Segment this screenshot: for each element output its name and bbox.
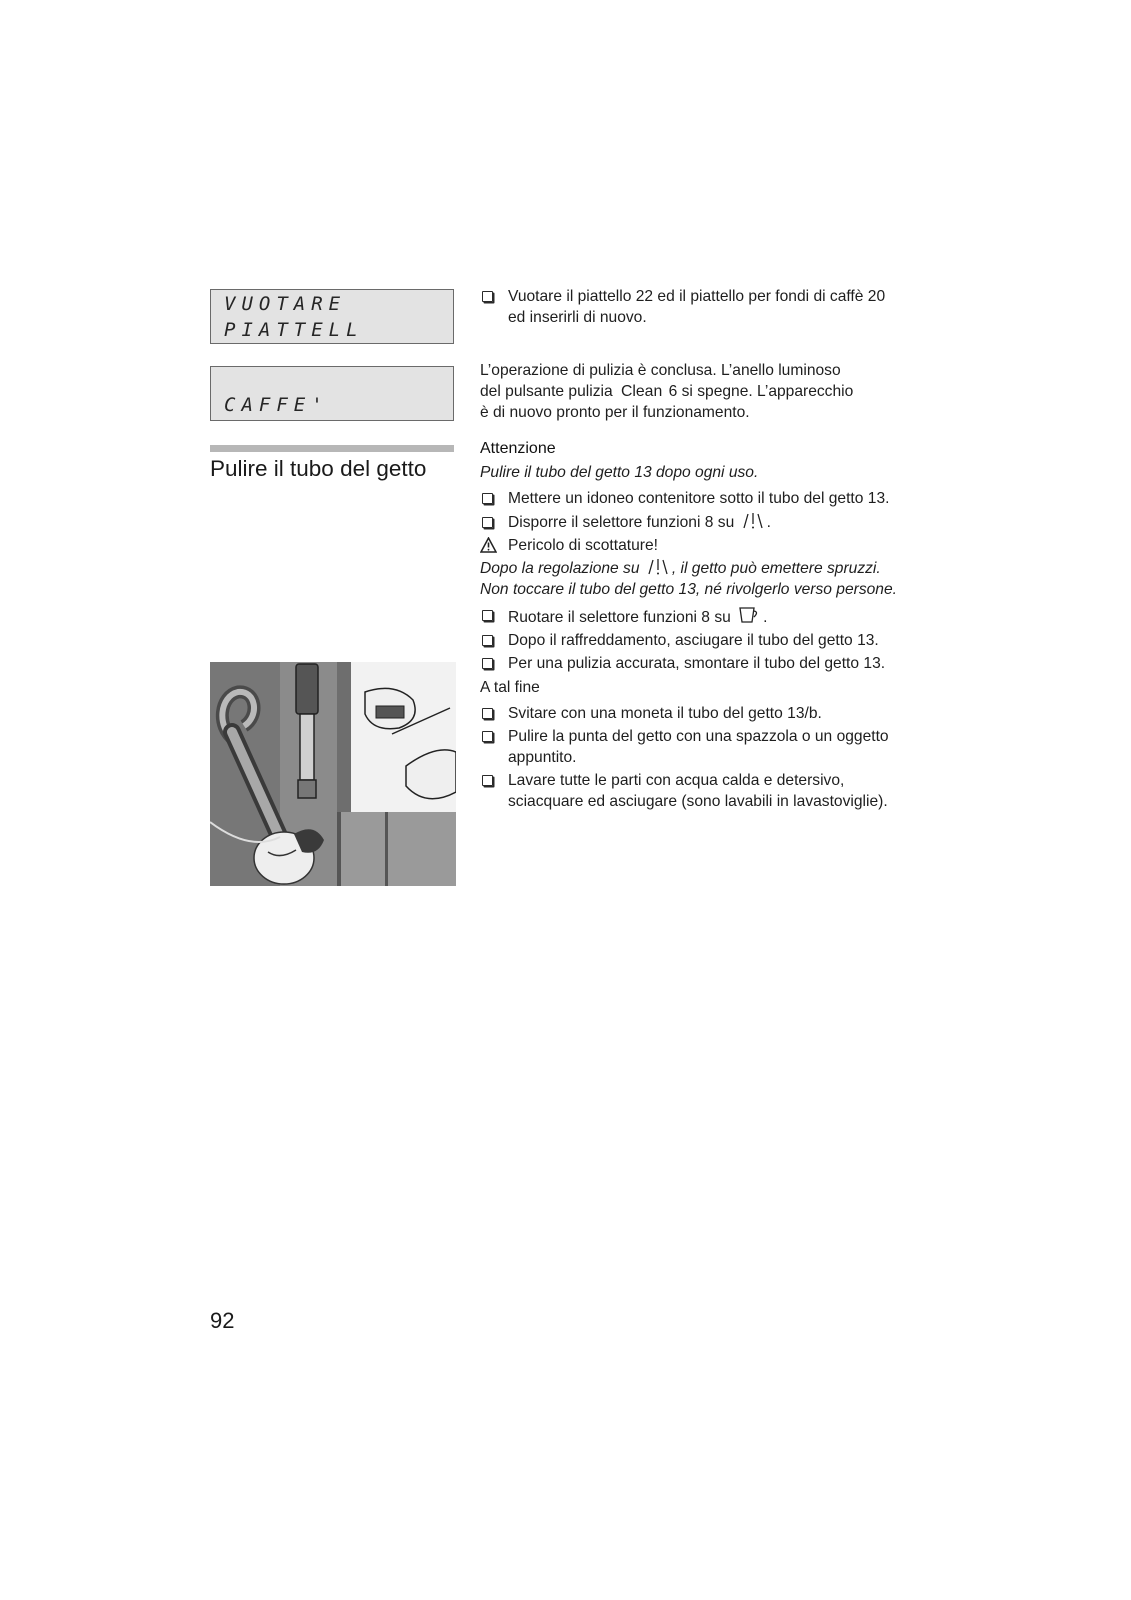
steam-symbol-icon [647, 558, 669, 576]
checkbox-bullet-icon [482, 493, 493, 504]
instructions [480, 286, 940, 812]
list-item: Pulire la punta del getto con una spazzola o un oggetto appuntito. [480, 726, 940, 768]
checkbox-bullet-icon [482, 517, 493, 528]
list-item: Mettere un idoneo contenitore sotto il tubo del getto 13. [480, 488, 940, 509]
lcd-line-1: CAFFE' [224, 394, 329, 416]
checkbox-bullet-icon [482, 635, 493, 646]
warning-heading: Pericolo di scottature! [480, 535, 940, 556]
checkbox-bullet-icon [482, 291, 493, 302]
checkbox-bullet-icon [482, 610, 493, 621]
list-item: Disporre il selettore funzioni 8 su . [480, 512, 940, 533]
cup-symbol-icon [738, 605, 760, 625]
checkbox-bullet-icon [482, 775, 493, 786]
list-item: Per una pulizia accurata, smontare il tubo del getto 13. [480, 653, 940, 674]
lcd-line-2: PIATTELL [224, 319, 364, 341]
lcd-display-coffee [210, 366, 454, 421]
checkbox-bullet-icon [482, 658, 493, 669]
checkbox-bullet-icon [482, 731, 493, 742]
list-item: Lavare tutte le parti con acqua calda e detersivo, sciacquare ed asciugare (sono lavabili in lavastoviglie). [480, 770, 940, 812]
completion-paragraph: L’operazione di pulizia è conclusa. L’anello luminoso del pulsante pulizia Clean 6 si spegne. L’apparecchio è di nuovo pronto per il funzionamento. [480, 362, 854, 421]
list-item: Svitare con una moneta il tubo del getto 13/b. [480, 703, 940, 724]
steam-symbol-icon [742, 512, 764, 530]
checkbox-bullet-icon [482, 708, 493, 719]
clean-button-label: Clean [620, 383, 663, 400]
section-divider [210, 445, 454, 452]
list-item: Vuotare il piattello 22 ed il piattello per fondi di caffè 20 ed inserirli di nuovo. [480, 286, 940, 328]
lcd-display-empty-trays [210, 289, 454, 344]
page-number: 92 [210, 1308, 235, 1333]
list-item: Ruotare il selettore funzioni 8 su . [480, 605, 940, 628]
lcd-line-1: VUOTARE [224, 293, 347, 315]
list-item: Dopo il raffreddamento, asciugare il tubo del getto 13. [480, 630, 940, 651]
attention-heading: Attenzione [480, 440, 556, 457]
warning-triangle-icon [480, 537, 497, 553]
warning-text: Dopo la regolazione su , il getto può emettere spruzzi. Non toccare il tubo del getto 13, né rivolgerlo verso persone. [480, 560, 897, 598]
section-title: Pulire il tubo del getto [210, 456, 427, 481]
attention-note: Pulire il tubo del getto 13 dopo ogni uso. [480, 464, 759, 481]
steam-pipe-cleaning-illustration [210, 662, 456, 886]
a-tal-fine-label: A tal fine [480, 679, 540, 696]
